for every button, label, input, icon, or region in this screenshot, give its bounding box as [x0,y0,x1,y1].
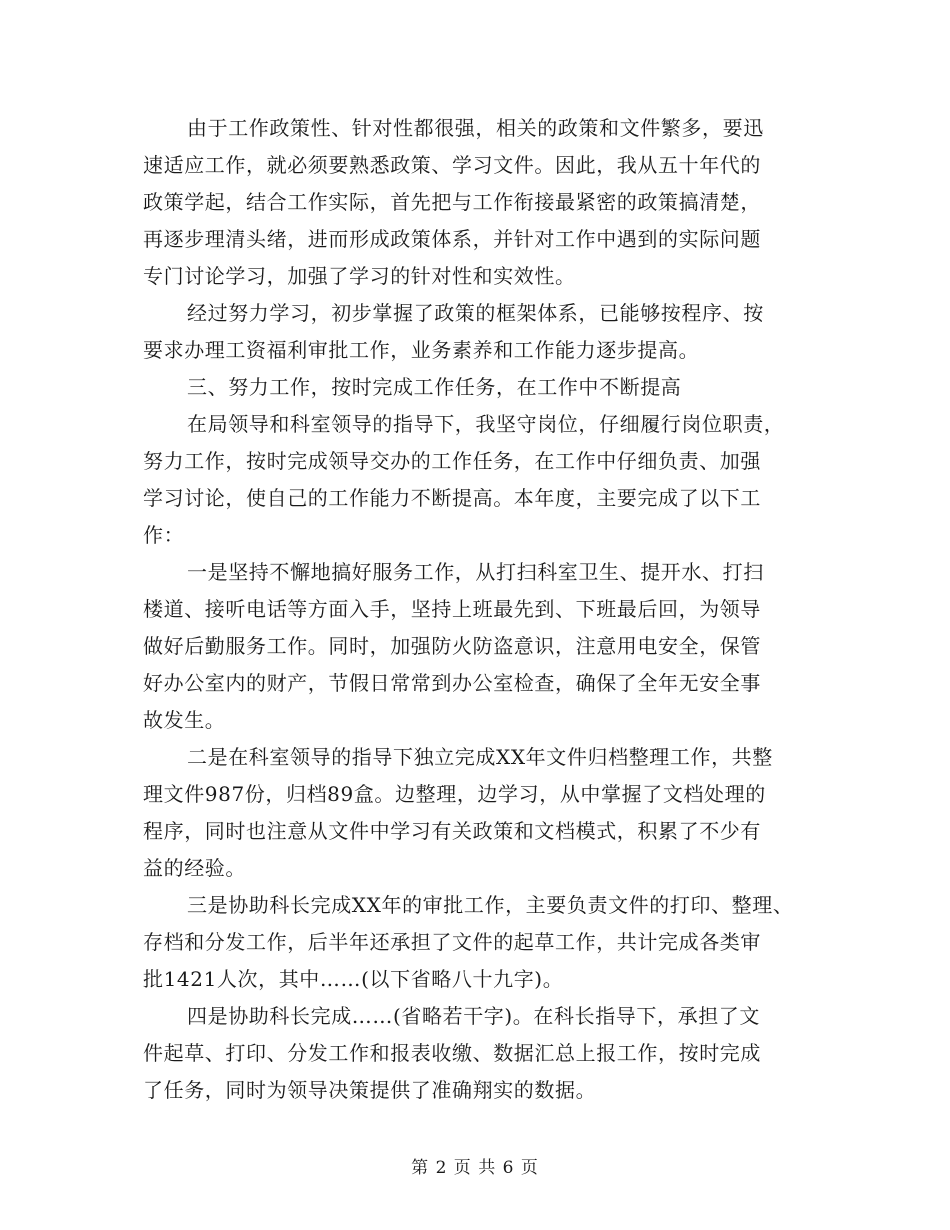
paragraph-line: 楼道、接听电话等方面入手，坚持上班最先到、下班最后回，为领导 [143,597,761,621]
paragraph-line: 二是在科室领导的指导下独立完成XX年文件归档整理工作，共整 [187,745,773,769]
section-heading: 三、努力工作，按时完成工作任务，在工作中不断提高 [187,375,682,399]
paragraph-line: 专门讨论学习，加强了学习的针对性和实效性。 [143,264,576,288]
paragraph-line: 理文件987份，归档89盒。边整理，边学习，从中掌握了文档处理的 [143,782,766,806]
paragraph-line: 三是协助科长完成XX年的审批工作，主要负责文件的打印、整理、 [187,893,794,917]
paragraph-line: 再逐步理清头绪，进而形成政策体系，并针对工作中遇到的实际问题 [143,227,761,251]
paragraph-line: 四是协助科长完成……(省略若干字)。在科长指导下，承担了文 [187,1004,761,1028]
paragraph-line: 程序，同时也注意从文件中学习有关政策和文档模式，积累了不少有 [143,819,761,843]
paragraph-line: 努力工作，按时完成领导交办的工作任务，在工作中仔细负责、加强 [143,449,761,473]
paragraph-line: 经过努力学习，初步掌握了政策的框架体系，已能够按程序、按 [187,301,764,325]
paragraph-line: 了任务，同时为领导决策提供了准确翔实的数据。 [143,1078,597,1102]
paragraph-line: 好办公室内的财产，节假日常常到办公室检查，确保了全年无安全事 [143,671,761,695]
page-footer [0,1153,950,1178]
paragraph-line: 政策学起，结合工作实际，首先把与工作衔接最紧密的政策搞清楚， [143,190,761,214]
paragraph-line: 益的经验。 [143,856,246,880]
paragraph-line: 批1421人次，其中……(以下省略八十九字)。 [143,967,564,991]
paragraph-line: 做好后勤服务工作。同时，加强防火防盗意识，注意用电安全，保管 [143,634,761,658]
paragraph-line: 要求办理工资福利审批工作，业务素养和工作能力逐步提高。 [143,338,700,362]
paragraph-line: 在局领导和科室领导的指导下，我坚守岗位，仔细履行岗位职责， [187,412,785,436]
body-text [143,110,815,1109]
paragraph-line: 由于工作政策性、针对性都很强，相关的政策和文件繁多，要迅 [187,116,764,140]
paragraph-line: 故发生。 [143,708,226,732]
paragraph-line: 件起草、打印、分发工作和报表收缴、数据汇总上报工作，按时完成 [143,1041,761,1065]
paragraph-line: 作： [143,523,185,547]
paragraph-line: 一是坚持不懈地搞好服务工作，从打扫科室卫生、提开水、打扫 [187,560,764,584]
paragraph-line: 速适应工作，就必须要熟悉政策、学习文件。因此，我从五十年代的 [143,153,761,177]
page-number: 第 2 页 共 6 页 [411,1158,539,1178]
paragraph-line: 存档和分发工作，后半年还承担了文件的起草工作，共计完成各类审 [143,930,761,954]
paragraph-line: 学习讨论，使自己的工作能力不断提高。本年度，主要完成了以下工 [143,486,761,510]
